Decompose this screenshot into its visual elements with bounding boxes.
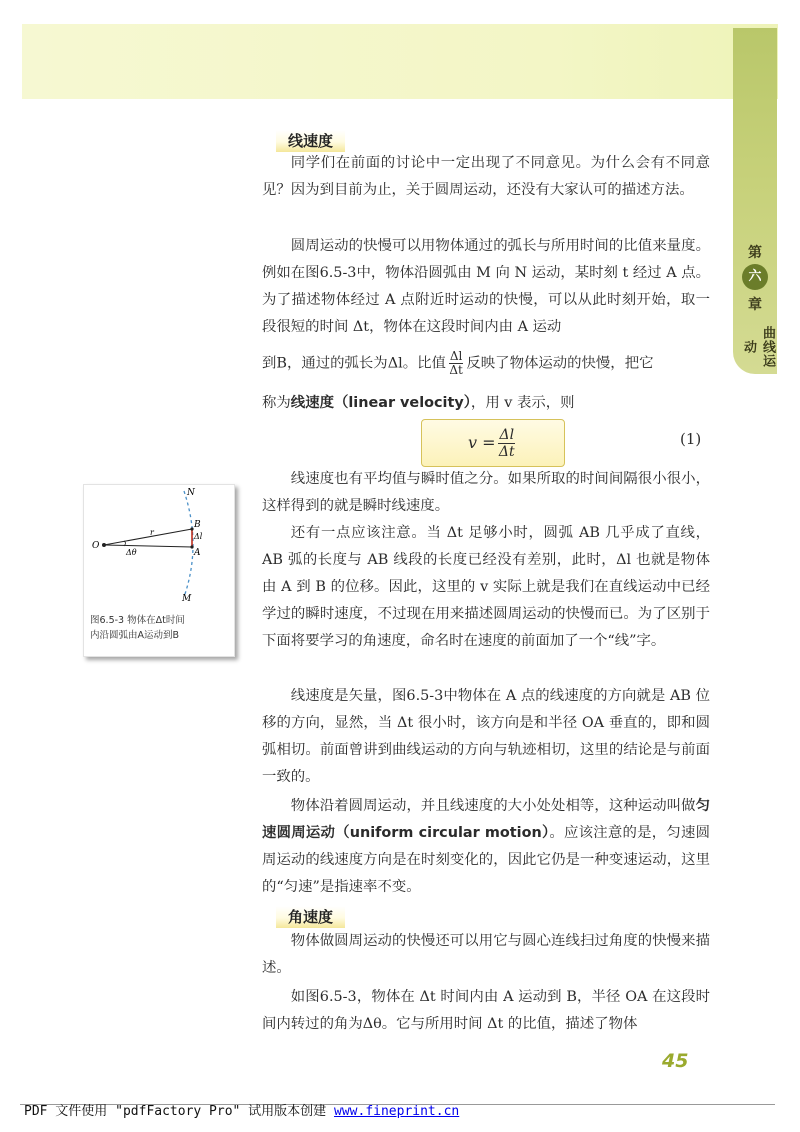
paragraph-3: 线速度也有平均值与瞬时值之分。如果所取的时间间隔很小很小，这样得到的就是瞬时线速度。 bbox=[262, 471, 710, 514]
label-delta-l: Δl bbox=[194, 532, 203, 541]
inline-fraction-numerator: Δl bbox=[449, 349, 463, 363]
paragraph-5: 线速度是矢量，图6.5-3中物体在 A 点的线速度的方向就是 AB 位移的方向，显然，当 Δt 很小时，该方向是和半径 OA 垂直的，即和圆弧相切。前面曾讲到曲线运动的方向与轨迹相切，这里的结论是与前面一致的。 bbox=[262, 688, 710, 785]
radius-oa bbox=[104, 545, 192, 547]
paragraph-4: 还有一点应该注意。当 Δt 足够小时，圆弧 AB 几乎成了直线，AB 弧的长度与 AB 线段的长度已经没有差别，此时，Δl 也就是物体由 A 到 B 的位移。因此，这里的 v 实际上就是我们在直线运动中已经学过的瞬时速度，不过现在用来描述圆周运动的快慢而已。为了区别于下面将要学习的角速度，命名时在速度的前面加了一个“线”字。 bbox=[262, 525, 710, 649]
definition-prefix: 称为 bbox=[262, 395, 291, 411]
section-heading-angular-velocity: 角速度 bbox=[276, 906, 345, 928]
inline-fraction bbox=[449, 350, 464, 377]
paragraph-2-definition-line bbox=[262, 390, 710, 417]
formula-numerator: Δl bbox=[499, 427, 515, 443]
paragraph-2-ratio-line bbox=[262, 350, 710, 378]
formula-lhs: v = bbox=[467, 433, 496, 452]
paragraph-7: 物体做圆周运动的快慢还可以用它与圆心连线扫过角度的快慢来描述。 bbox=[262, 933, 710, 976]
formula-denominator: Δt bbox=[498, 444, 515, 460]
chapter-side-tab bbox=[733, 28, 777, 374]
page-number: 45 bbox=[662, 1050, 689, 1072]
inline-fraction-denominator: Δt bbox=[449, 363, 463, 377]
chapter-label-di: 第 bbox=[748, 245, 762, 261]
paragraph-6-suffix: 。应该注意的是，匀速圆周运动的线速度方向是在时刻变化的，因此它仍是一种变速运动，这里的“匀速”是指速率不变。 bbox=[262, 825, 710, 895]
pdf-footer bbox=[24, 1100, 459, 1119]
chapter-title-vertical: 曲线运动 bbox=[741, 326, 775, 368]
paragraph-8: 如图6.5-3，物体在 Δt 时间内由 A 运动到 B，半径 OA 在这段时间内转过的角为Δθ。它与所用时间 Δt 的比值，描述了物体 bbox=[262, 989, 710, 1032]
chapter-number-badge: 六 bbox=[742, 264, 768, 290]
section-heading-linear-velocity: 线速度 bbox=[276, 130, 345, 152]
arc-diagram bbox=[84, 485, 234, 613]
pdf-footer-text: PDF 文件使用 "pdfFactory Pro" 试用版本创建 bbox=[24, 1104, 335, 1119]
label-n: N bbox=[187, 488, 195, 498]
definition-suffix: ，用 v 表示，则 bbox=[470, 395, 575, 411]
center-point-o bbox=[102, 543, 106, 547]
formula-fraction bbox=[498, 427, 515, 460]
term-uniform-circular-motion: 匀速圆周运动（uniform circular motion） bbox=[262, 798, 710, 841]
term-linear-velocity: 线速度（linear velocity） bbox=[290, 395, 471, 411]
label-a: A bbox=[194, 548, 201, 558]
chapter-label-zhang: 章 bbox=[748, 297, 762, 313]
figure-caption bbox=[90, 613, 228, 643]
figure-caption-line-1: 图6.5-3 物体在Δt时间 bbox=[90, 615, 185, 626]
label-o: O bbox=[92, 541, 100, 551]
fineprint-link[interactable]: www.fineprint.cn bbox=[334, 1104, 460, 1119]
ratio-line-prefix: 到B，通过的弧长为Δl。比值 bbox=[262, 355, 446, 372]
equation-number: (1) bbox=[680, 430, 702, 448]
radius-ob bbox=[104, 529, 192, 545]
ratio-line-suffix: 反映了物体运动的快慢，把它 bbox=[466, 355, 654, 372]
paragraph-1: 同学们在前面的讨论中一定出现了不同意见。为什么会有不同意见？因为到目前为止，关于圆周运动，还没有大家认可的描述方法。 bbox=[262, 155, 710, 198]
paragraph-6-prefix: 物体沿着圆周运动，并且线速度的大小处处相等，这种运动叫做 bbox=[290, 798, 696, 814]
page-header-band bbox=[22, 24, 778, 99]
label-b: B bbox=[194, 520, 201, 530]
paragraph-2: 圆周运动的快慢可以用物体通过的弧长与所用时间的比值来量度。例如在图6.5-3中，物体沿圆弧由 M 向 N 运动，某时刻 t 经过 A 点。为了描述物体经过 A 点附近时运动的快慢，可以从此时刻开始，取一段很短的时间 Δt，物体在这段时间内由 A 运动 bbox=[262, 238, 710, 335]
figure-caption-line-2: 内沿圆弧由A运动到B bbox=[90, 630, 180, 641]
label-delta-theta: Δθ bbox=[126, 548, 137, 557]
formula-linear-velocity bbox=[421, 419, 565, 467]
paragraph-6 bbox=[262, 793, 710, 901]
label-r: r bbox=[150, 528, 154, 537]
label-m: M bbox=[182, 594, 192, 604]
figure-6-5-3 bbox=[83, 484, 235, 657]
